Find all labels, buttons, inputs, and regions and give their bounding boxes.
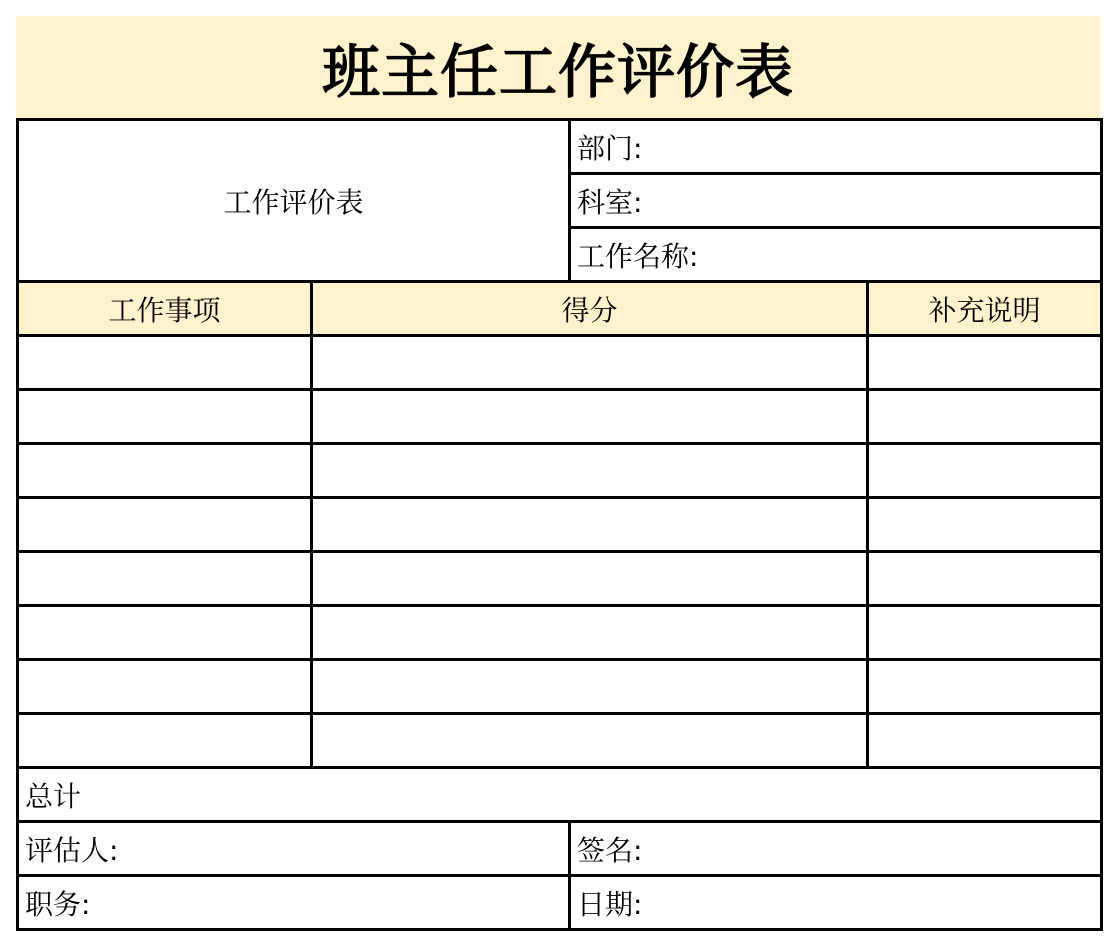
remarks-cell[interactable] bbox=[868, 336, 1102, 390]
header-work-item: 工作事项 bbox=[18, 282, 312, 336]
score-cell[interactable] bbox=[312, 498, 868, 552]
work-item-cell[interactable] bbox=[18, 336, 312, 390]
remarks-cell[interactable] bbox=[868, 444, 1102, 498]
remarks-cell[interactable] bbox=[868, 552, 1102, 606]
score-cell[interactable] bbox=[312, 390, 868, 444]
remarks-cell[interactable] bbox=[868, 660, 1102, 714]
remarks-cell[interactable] bbox=[868, 498, 1102, 552]
table-row bbox=[18, 498, 1102, 552]
table-row bbox=[18, 660, 1102, 714]
table-row bbox=[18, 390, 1102, 444]
sheet-title: 班主任工作评价表 bbox=[16, 16, 1100, 118]
position-field[interactable]: 职务: bbox=[18, 876, 570, 930]
evaluation-sheet bbox=[16, 16, 1100, 931]
table-row bbox=[18, 552, 1102, 606]
remarks-cell[interactable] bbox=[868, 714, 1102, 768]
work-item-cell[interactable] bbox=[18, 444, 312, 498]
score-cell[interactable] bbox=[312, 336, 868, 390]
work-item-cell[interactable] bbox=[18, 660, 312, 714]
score-cell[interactable] bbox=[312, 552, 868, 606]
remarks-cell[interactable] bbox=[868, 390, 1102, 444]
section-field[interactable]: 科室: bbox=[570, 174, 1102, 228]
work-item-cell[interactable] bbox=[18, 390, 312, 444]
work-item-cell[interactable] bbox=[18, 552, 312, 606]
score-cell[interactable] bbox=[312, 660, 868, 714]
work-item-cell[interactable] bbox=[18, 606, 312, 660]
table-row bbox=[18, 714, 1102, 768]
score-cell[interactable] bbox=[312, 444, 868, 498]
work-item-cell[interactable] bbox=[18, 714, 312, 768]
score-cell[interactable] bbox=[312, 714, 868, 768]
work-name-field[interactable]: 工作名称: bbox=[570, 228, 1102, 282]
header-score: 得分 bbox=[312, 282, 868, 336]
table-row bbox=[18, 606, 1102, 660]
evaluator-field[interactable]: 评估人: bbox=[18, 822, 570, 876]
work-item-cell[interactable] bbox=[18, 498, 312, 552]
table-row bbox=[18, 444, 1102, 498]
remarks-cell[interactable] bbox=[868, 606, 1102, 660]
header-remarks: 补充说明 bbox=[868, 282, 1102, 336]
signature-field[interactable]: 签名: bbox=[570, 822, 1102, 876]
department-field[interactable]: 部门: bbox=[570, 120, 1102, 174]
score-cell[interactable] bbox=[312, 606, 868, 660]
date-field[interactable]: 日期: bbox=[570, 876, 1102, 930]
evaluation-table bbox=[16, 118, 1103, 931]
table-row bbox=[18, 336, 1102, 390]
total-row: 总计 bbox=[18, 768, 1102, 822]
form-label: 工作评价表 bbox=[18, 120, 570, 282]
table-header-row bbox=[18, 282, 1102, 336]
